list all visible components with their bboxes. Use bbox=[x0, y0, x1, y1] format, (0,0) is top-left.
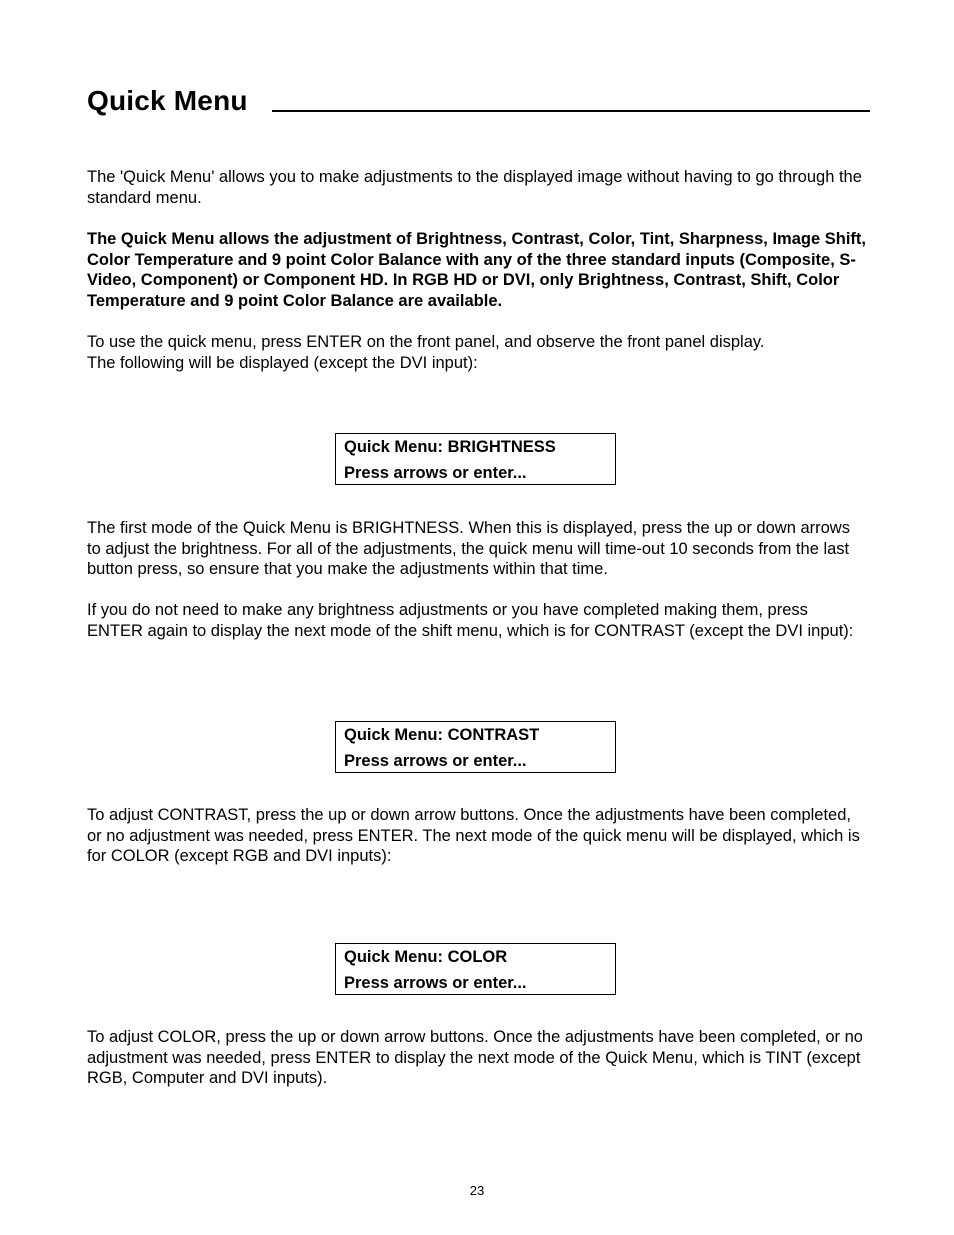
title-rule bbox=[272, 110, 870, 112]
display-line-2: Press arrows or enter... bbox=[344, 752, 527, 770]
contrast-intro-paragraph: If you do not need to make any brightness adjustments or you have completed making them, press ENTER again to display the next mode of the shift menu, which is for CONTRAST (except the DVI input): bbox=[87, 601, 854, 640]
display-line-2: Press arrows or enter... bbox=[344, 974, 527, 992]
display-line-1: Quick Menu: COLOR bbox=[344, 948, 508, 966]
summary-paragraph: The Quick Menu allows the adjustment of Brightness, Contrast, Color, Tint, Sharpness, Image Shift, Color Temperature and 9 point Color Balance with any of the three standard inputs (Composite, S-Video, Component) or Component HD. In RGB HD or DVI, only Brightness, Contrast, Shift, Color Temperature and 9 point Color Balance are available. bbox=[87, 230, 866, 310]
display-color bbox=[335, 943, 616, 995]
usage-paragraph-2: The following will be displayed (except the DVI input): bbox=[87, 354, 478, 372]
color-paragraph: To adjust COLOR, press the up or down arrow buttons. Once the adjustments have been completed, or no adjustment was needed, press ENTER to display the next mode of the Quick Menu, which is TINT (except RGB, Computer and DVI inputs). bbox=[87, 1028, 863, 1088]
page-number: 23 bbox=[469, 1183, 485, 1198]
page-title: Quick Menu bbox=[87, 85, 248, 116]
intro-paragraph: The 'Quick Menu' allows you to make adjustments to the displayed image without having to go through the standard menu. bbox=[87, 168, 862, 207]
display-line-1: Quick Menu: BRIGHTNESS bbox=[344, 438, 556, 456]
display-brightness bbox=[335, 433, 616, 485]
contrast-paragraph: To adjust CONTRAST, press the up or down arrow buttons. Once the adjustments have been completed, or no adjustment was needed, press ENTER. The next mode of the quick menu will be displayed, which is for COLOR (except RGB and DVI inputs): bbox=[87, 806, 860, 866]
brightness-paragraph: The first mode of the Quick Menu is BRIGHTNESS. When this is displayed, press the up or down arrows to adjust the brightness. For all of the adjustments, the quick menu will time-out 10 seconds from the last button press, so ensure that you make the adjustments within that time. bbox=[87, 519, 850, 579]
display-contrast bbox=[335, 721, 616, 773]
display-line-2: Press arrows or enter... bbox=[344, 464, 527, 482]
display-line-1: Quick Menu: CONTRAST bbox=[344, 726, 540, 744]
usage-paragraph: To use the quick menu, press ENTER on the front panel, and observe the front panel display. bbox=[87, 333, 765, 351]
